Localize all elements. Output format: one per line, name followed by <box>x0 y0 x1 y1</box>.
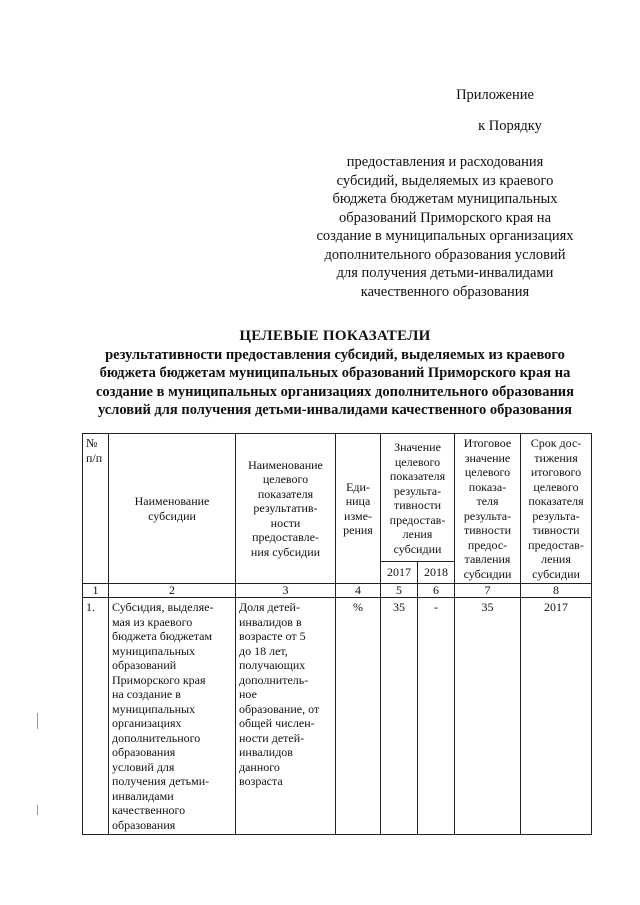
scan-mark <box>37 713 38 729</box>
cell-line: образований <box>112 658 177 672</box>
header-text: тивности <box>393 498 442 513</box>
header-text: результа- <box>532 508 580 523</box>
header-text: № <box>86 436 98 450</box>
header-text: целевого <box>394 454 441 469</box>
header-text: Итоговое <box>463 436 512 450</box>
row-final-value: 35 <box>455 598 521 835</box>
header-text: Наименование <box>134 494 210 508</box>
cell-line: общей числен- <box>239 716 315 730</box>
header-text: целевого <box>262 472 309 487</box>
row-indicator <box>236 598 336 835</box>
header-text: результатив- <box>253 501 318 516</box>
cell-line: Приморского края <box>112 672 206 687</box>
row-value-2017: 35 <box>381 598 418 835</box>
appendix-to-order: к Порядку <box>478 118 542 134</box>
cell-line: ное <box>239 687 257 701</box>
cell-line: дополнительного <box>112 730 201 745</box>
row-unit: % <box>336 598 381 835</box>
header-text: Значение <box>394 440 441 455</box>
header-text: ности <box>270 515 301 530</box>
column-number: 4 <box>336 584 381 598</box>
cell-line: получения детьми- <box>112 774 210 788</box>
header-text: ница <box>345 494 371 508</box>
heading-subtitle-line: создание в муниципальных организациях дополнительного образования <box>95 383 575 400</box>
cell-line: муниципальных <box>112 643 196 658</box>
header-num <box>83 434 109 584</box>
column-number: 2 <box>109 584 236 598</box>
header-text: тивности <box>532 523 580 537</box>
cell-line: до 18 лет, <box>239 643 288 658</box>
header-text: субсидии <box>148 508 196 523</box>
row-subsidy <box>109 598 236 835</box>
header-text: предоставле- <box>252 530 319 545</box>
header-text: ния субсидии <box>250 544 321 559</box>
heading-subtitle-line: условий для получения детьми-инвалидами качественного образования <box>98 402 572 418</box>
cell-line: организациях <box>112 716 182 730</box>
header-text: показателя <box>389 469 446 484</box>
header-year-2017: 2017 <box>381 561 418 583</box>
document-heading <box>60 327 610 420</box>
indicators-table <box>82 433 592 835</box>
cell-line: получающих <box>239 658 306 672</box>
cell-line: возрасте от 5 <box>239 629 306 643</box>
header-text: Наименование <box>248 457 323 472</box>
cell-line: Доля детей- <box>239 600 300 614</box>
appendix-line: образований Приморского края на <box>338 209 552 226</box>
row-value-2018: - <box>418 598 455 835</box>
header-value <box>381 434 455 562</box>
header-text: целевого <box>533 479 579 494</box>
cell-line: инвалидами <box>112 788 174 803</box>
header-subsidy <box>109 434 236 584</box>
header-text: итогового <box>530 465 582 479</box>
header-text: субсидии <box>393 541 442 556</box>
header-deadline <box>521 434 592 584</box>
row-deadline: 2017 <box>521 598 592 835</box>
column-number: 1 <box>83 584 109 598</box>
column-numbers-row <box>83 584 592 598</box>
row-num: 1. <box>83 598 109 835</box>
header-year-2018: 2018 <box>418 561 455 583</box>
cell-line: бюджета бюджетам <box>112 629 213 643</box>
header-text: ления <box>402 527 433 542</box>
heading-title: ЦЕЛЕВЫЕ ПОКАЗАТЕЛИ <box>239 328 431 344</box>
header-text: показателя <box>528 494 584 508</box>
header-text: теля <box>476 494 499 508</box>
header-text: ления <box>541 552 571 566</box>
appendix-title: Приложение <box>456 87 534 103</box>
appendix-line: для получения детьми-инвалидами <box>336 265 554 281</box>
column-number: 3 <box>236 584 336 598</box>
header-text: Еди- <box>346 479 370 494</box>
header-text: значение <box>464 450 511 465</box>
appendix-description <box>300 153 590 301</box>
header-text: тижения <box>534 450 578 465</box>
cell-line: данного <box>239 759 280 774</box>
header-text: субсидии <box>532 566 580 581</box>
header-text: результа- <box>393 483 442 498</box>
appendix-line: дополнительного образования условий <box>324 246 566 263</box>
cell-line: условий для <box>112 759 175 774</box>
appendix-line: предоставления и расходования <box>346 154 544 170</box>
cell-line: Субсидия, выделяе- <box>112 600 214 614</box>
cell-line: мая из краевого <box>112 614 193 629</box>
header-text: предостав- <box>528 537 584 552</box>
column-number: 5 <box>381 584 418 598</box>
cell-line: муниципальных <box>112 701 196 716</box>
cell-line: образования <box>112 745 176 759</box>
header-text: предос- <box>467 537 508 552</box>
header-text: показа- <box>468 479 507 494</box>
header-text: результа- <box>463 508 512 523</box>
cell-line: дополнитель- <box>239 672 309 687</box>
header-text: целевого <box>464 465 511 479</box>
heading-subtitle-line: результативности предоставления субсидий, выделяемых из краевого <box>105 346 565 363</box>
header-final <box>455 434 521 584</box>
header-text: показателя <box>257 486 314 501</box>
header-unit <box>336 434 381 584</box>
scan-mark <box>37 805 38 815</box>
header-text: тивности <box>463 523 512 537</box>
heading-subtitle-line: бюджета бюджетам муниципальных образований Приморского края на <box>99 365 571 381</box>
appendix-line: субсидий, выделяемых из краевого <box>336 172 554 189</box>
appendix-line: качественного образования <box>360 283 530 300</box>
header-text: субсидии <box>463 566 512 581</box>
appendix-line: создание в муниципальных организациях <box>316 228 574 244</box>
header-text: предостав- <box>389 512 446 527</box>
table-row <box>83 598 592 835</box>
cell-line: образование, от <box>239 701 320 716</box>
cell-line: ности детей- <box>239 730 305 745</box>
cell-line: инвалидов в <box>239 614 302 629</box>
header-text: рения <box>343 523 373 537</box>
column-number: 8 <box>521 584 592 598</box>
column-number: 6 <box>418 584 455 598</box>
header-indicator <box>236 434 336 584</box>
cell-line: образования <box>112 817 176 832</box>
appendix-line: бюджета бюджетам муниципальных <box>332 191 558 207</box>
header-text: п/п <box>86 450 103 465</box>
header-text: тавления <box>464 552 511 566</box>
cell-line: на создание в <box>112 687 181 701</box>
column-number: 7 <box>455 584 521 598</box>
cell-line: качественного <box>112 803 186 817</box>
cell-line: инвалидов <box>239 745 293 759</box>
header-text: Срок дос- <box>530 436 582 450</box>
header-text: изме- <box>344 508 372 523</box>
cell-line: возраста <box>239 774 283 788</box>
